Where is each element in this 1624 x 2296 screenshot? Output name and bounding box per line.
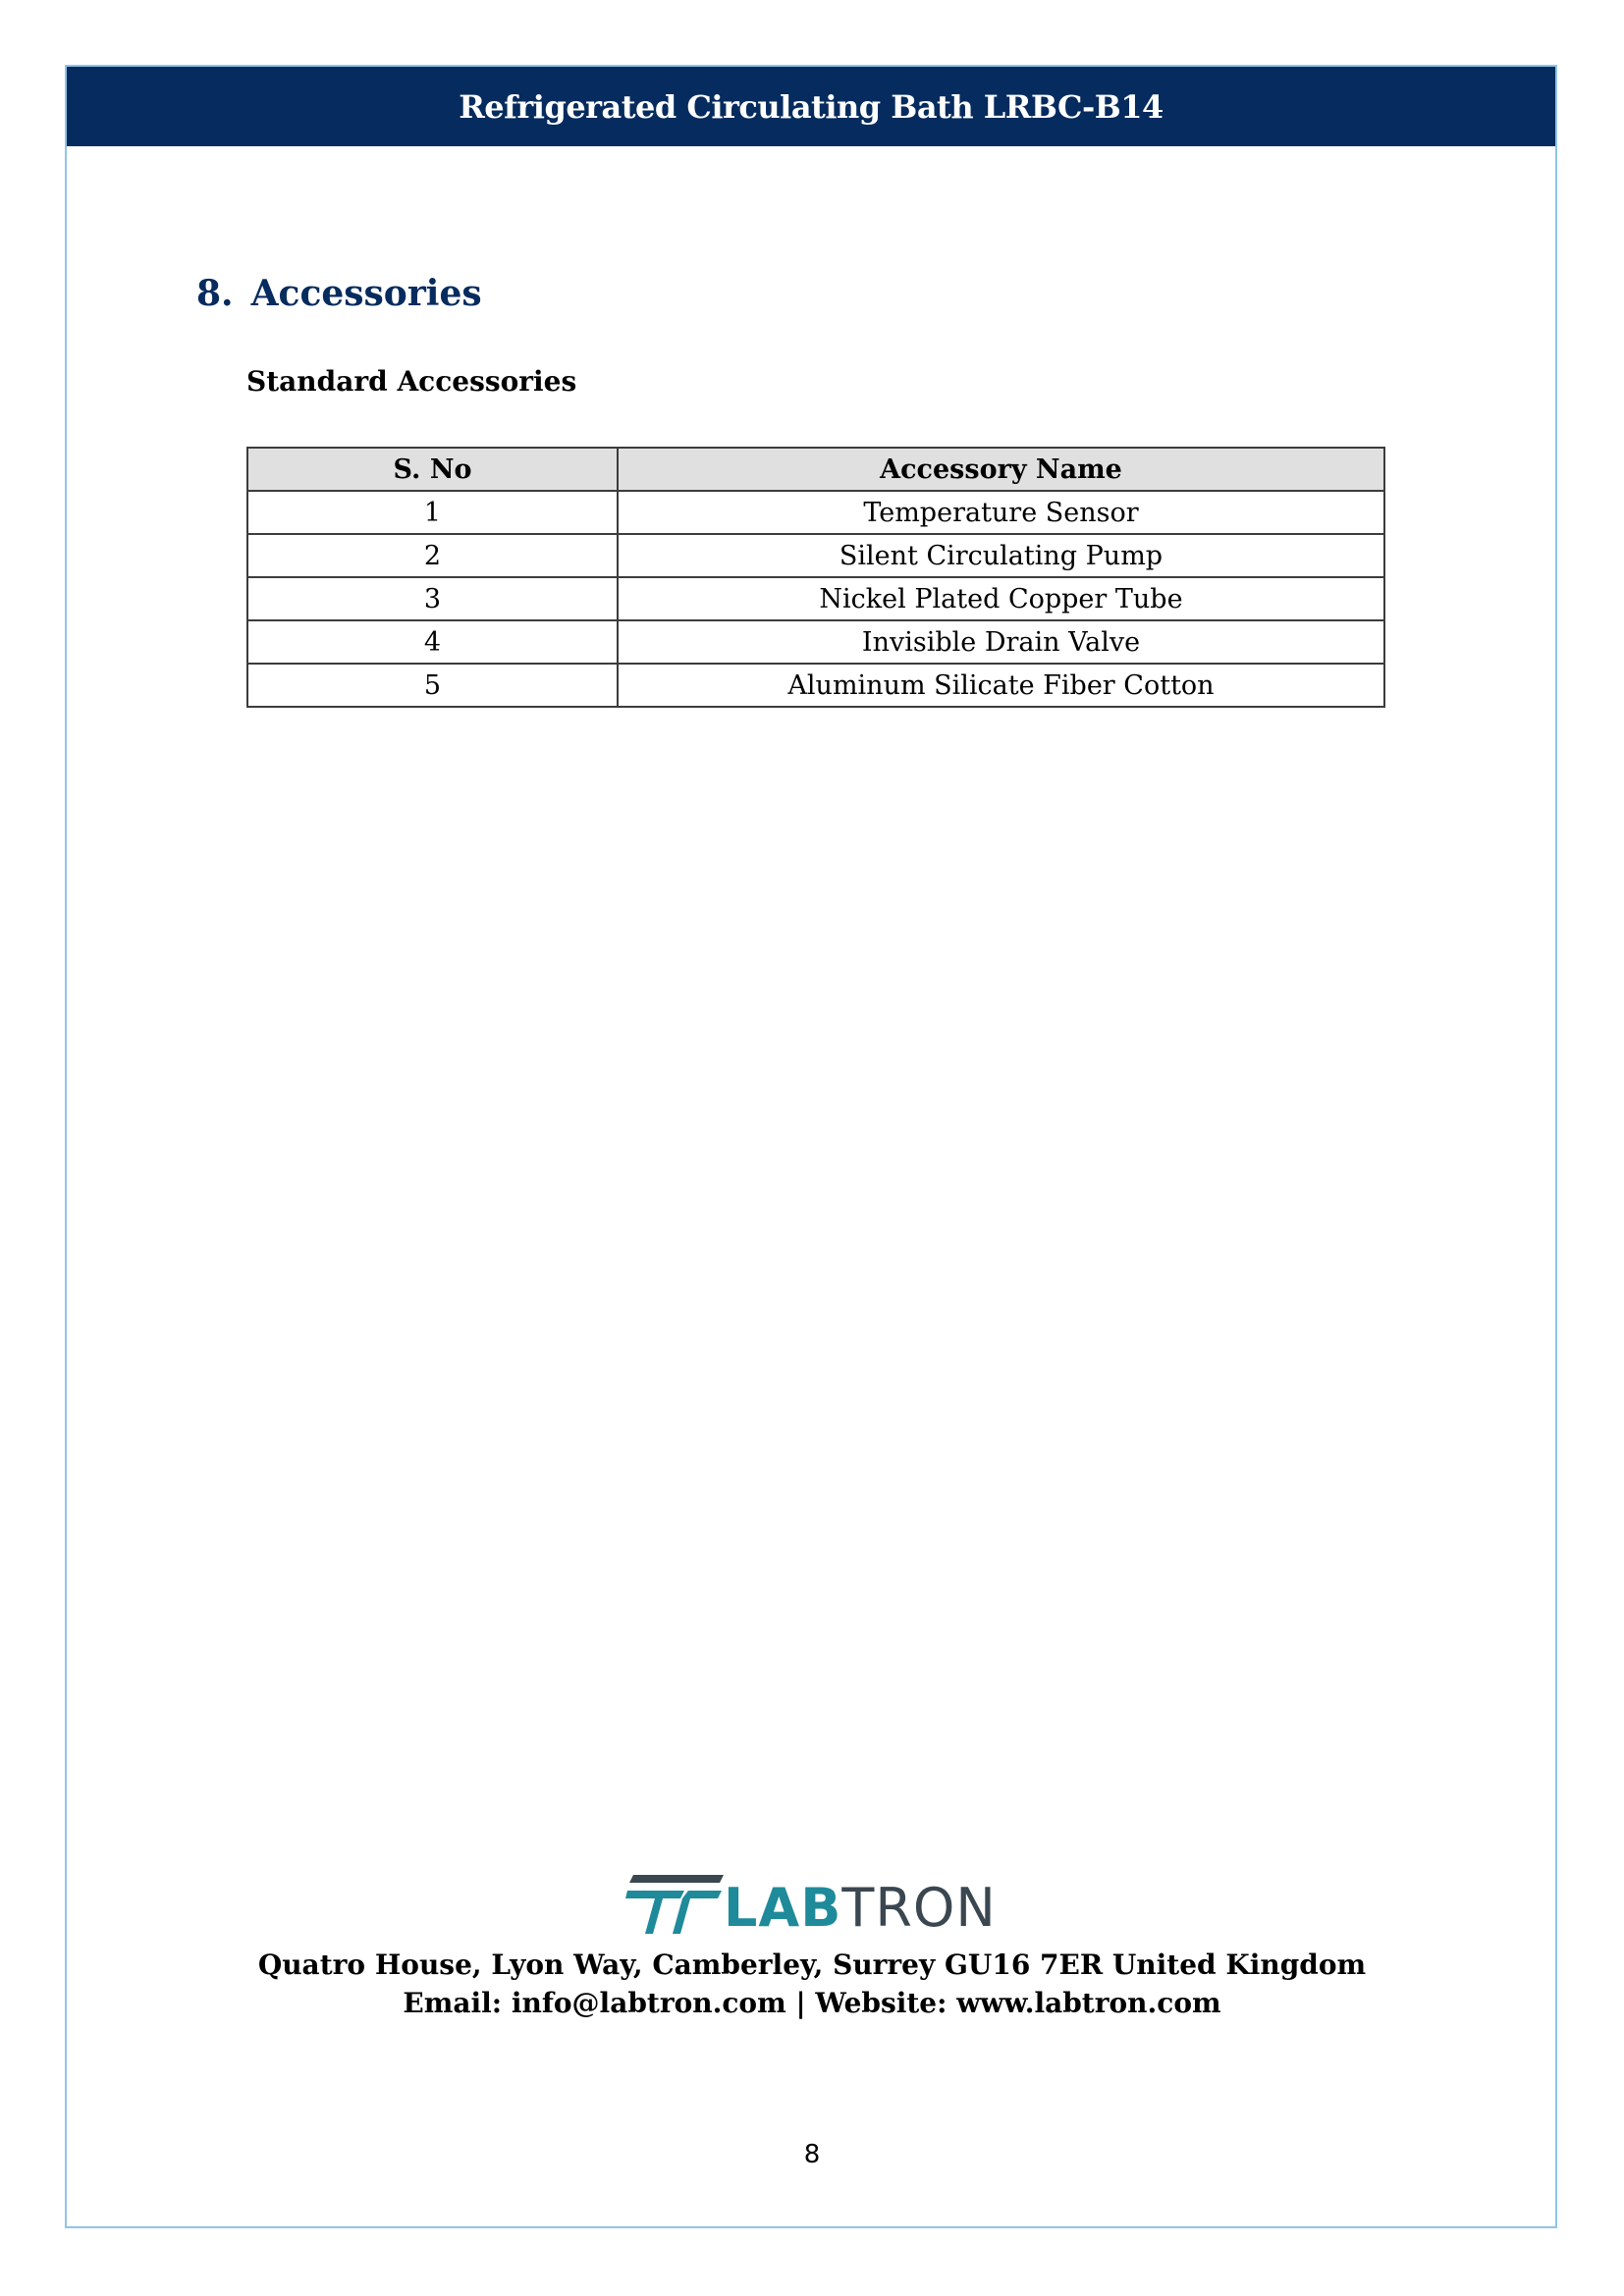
- labtron-logo: [625, 1873, 1018, 1942]
- section-number: 8.: [196, 273, 234, 314]
- table-row: [247, 620, 1384, 664]
- table-row: [247, 577, 1384, 620]
- footer-contact: Email: info@labtron.com | Website: www.labtron.com: [403, 1987, 1221, 2019]
- accessories-table: [246, 447, 1385, 708]
- cell-accessory-name: Temperature Sensor: [618, 491, 1384, 534]
- cell-sno: 2: [247, 534, 618, 577]
- cell-sno: 4: [247, 620, 618, 664]
- page-number: 8: [803, 2140, 821, 2169]
- table-header-row: [247, 448, 1384, 491]
- table-row: [247, 491, 1384, 534]
- document-header: [67, 67, 1555, 146]
- labtron-wordmark: LABTRON: [724, 1877, 997, 1939]
- section-title: Accessories: [250, 273, 482, 314]
- cell-accessory-name: Nickel Plated Copper Tube: [618, 577, 1384, 620]
- section-heading: [196, 273, 482, 314]
- column-header-accessory-name: Accessory Name: [618, 448, 1384, 491]
- labtron-logo-mark-icon: [625, 1873, 724, 1942]
- cell-accessory-name: Invisible Drain Valve: [618, 620, 1384, 664]
- cell-accessory-name: Aluminum Silicate Fiber Cotton: [618, 664, 1384, 707]
- cell-sno: 1: [247, 491, 618, 534]
- cell-sno: 3: [247, 577, 618, 620]
- document-title: Refrigerated Circulating Bath LRBC-B14: [459, 87, 1164, 126]
- table-row: [247, 534, 1384, 577]
- table-row: [247, 664, 1384, 707]
- footer-address: Quatro House, Lyon Way, Camberley, Surrey GU16 7ER United Kingdom: [257, 1949, 1367, 1981]
- cell-accessory-name: Silent Circulating Pump: [618, 534, 1384, 577]
- cell-sno: 5: [247, 664, 618, 707]
- standard-accessories-heading: Standard Accessories: [246, 365, 577, 398]
- column-header-sno: S. No: [247, 448, 618, 491]
